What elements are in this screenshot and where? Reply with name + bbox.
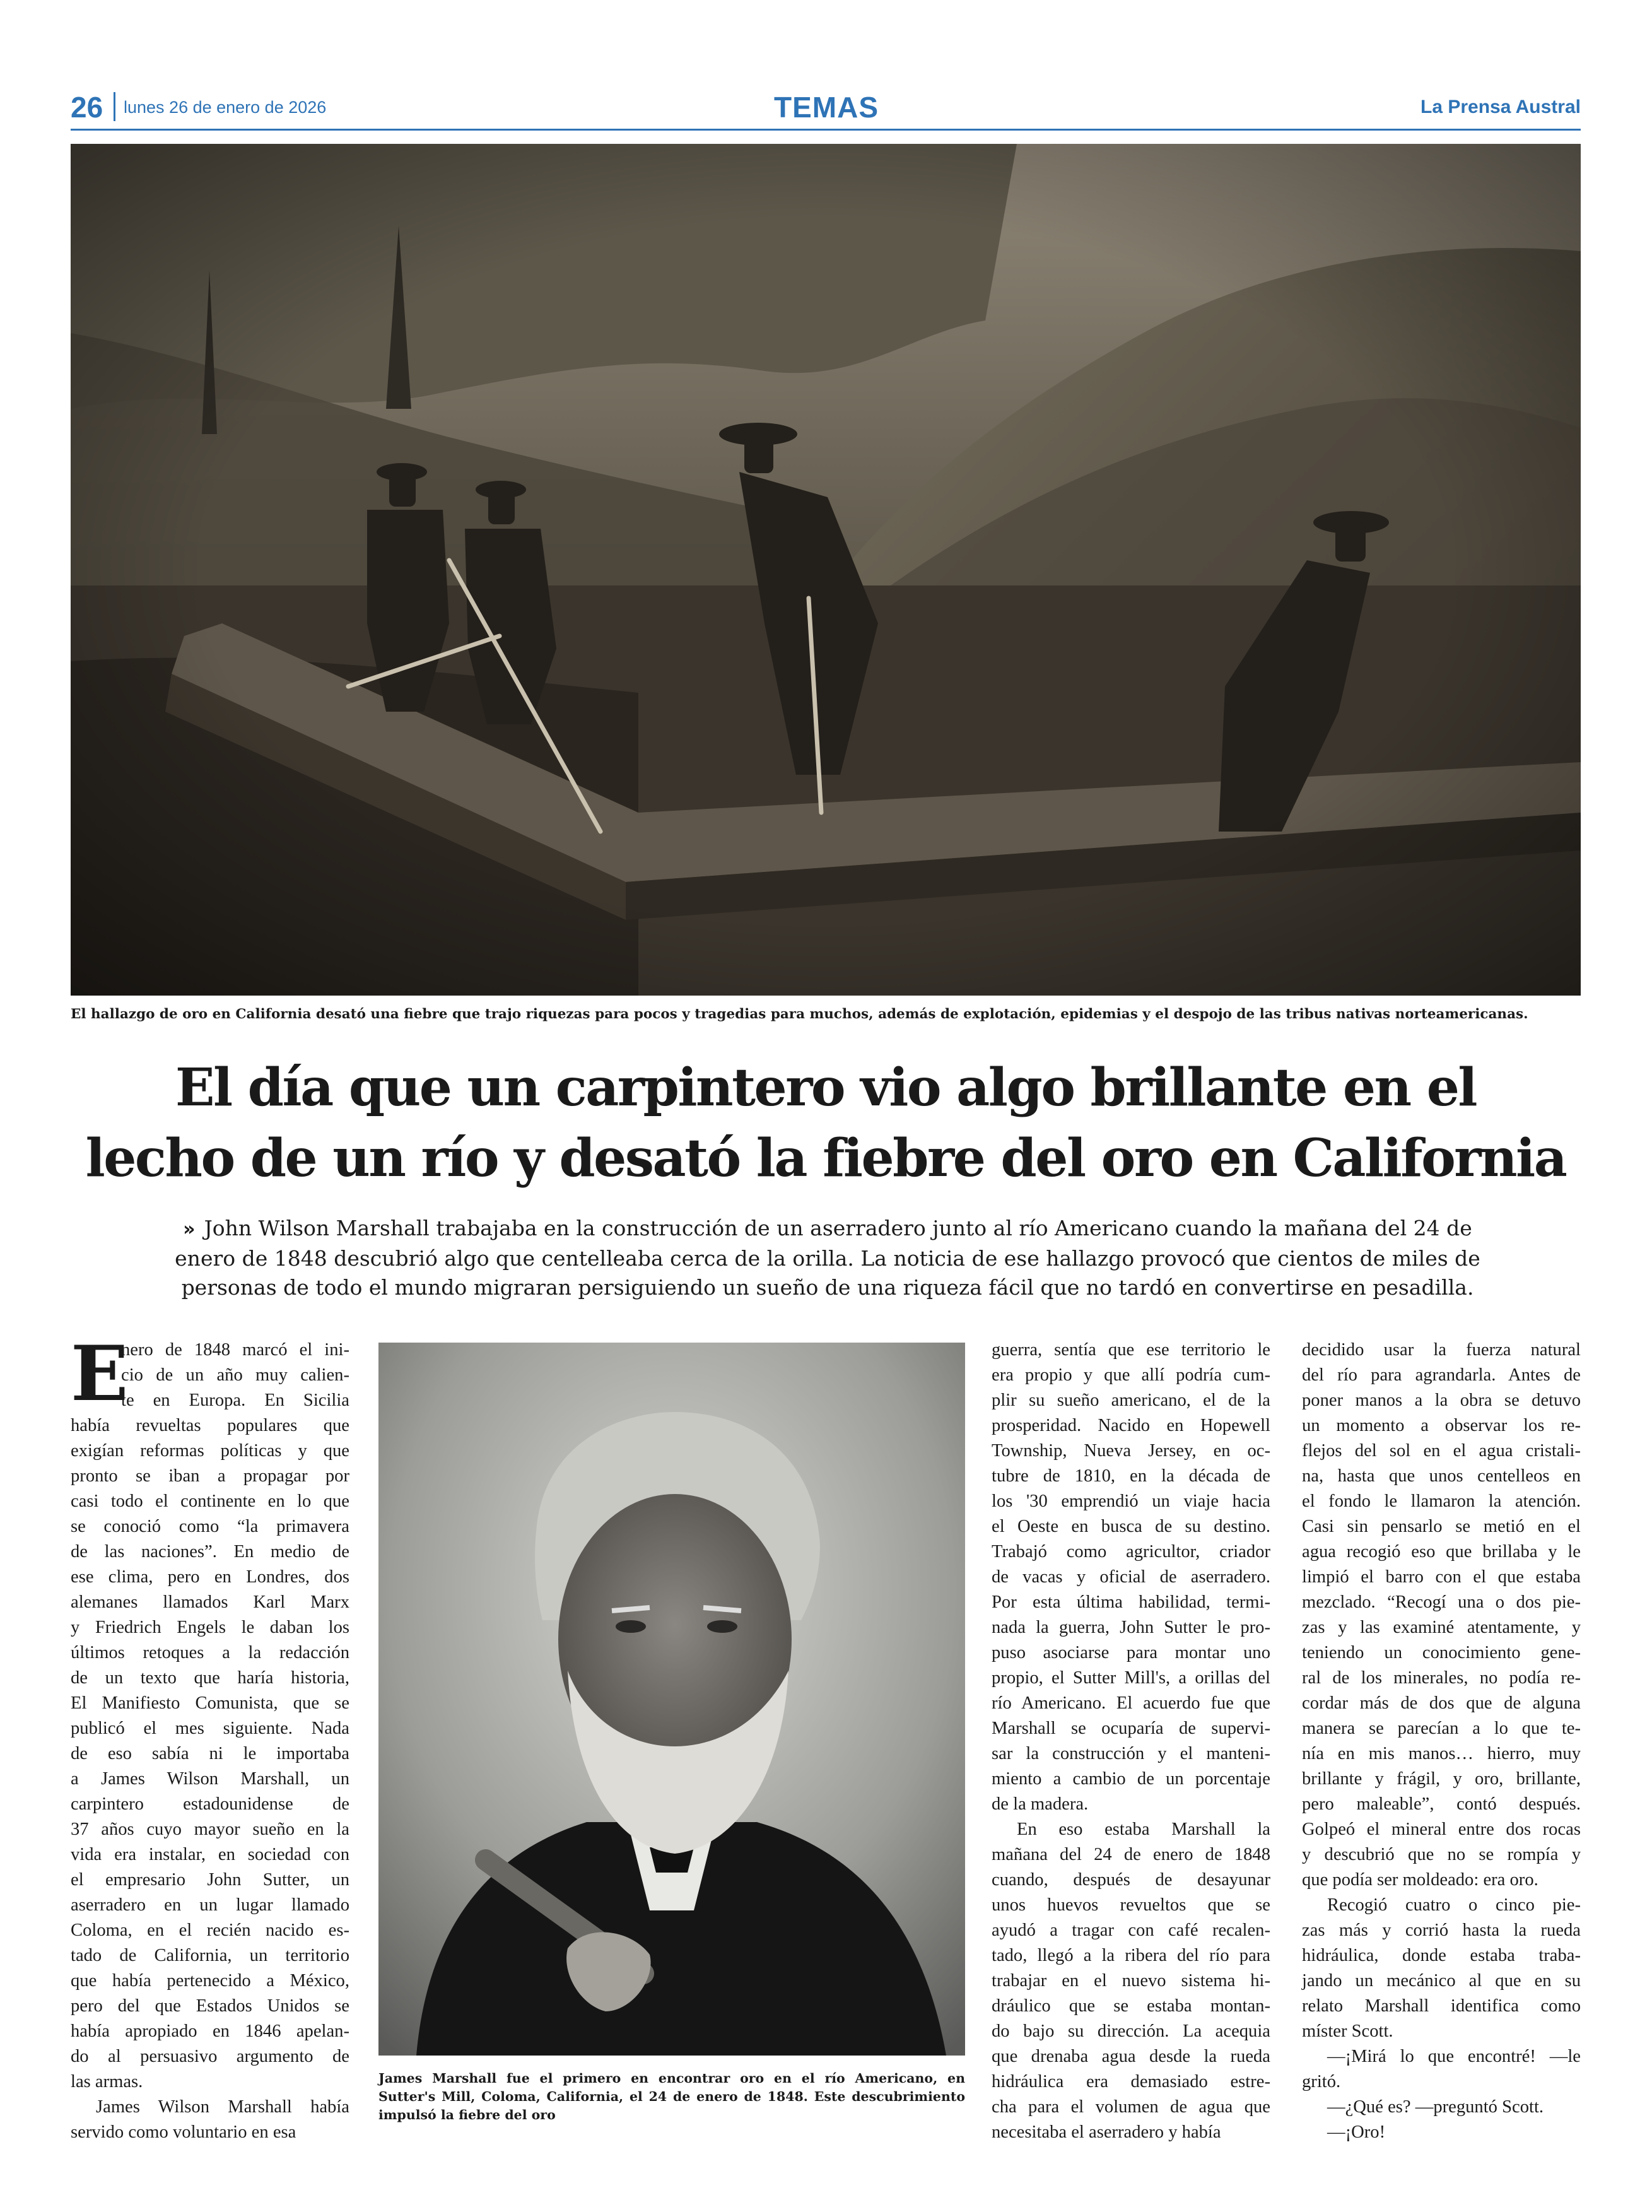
body-text-line: Por esta última habilidad, termi- (992, 1592, 1270, 1612)
body-text-line: guerra, sentía que ese territorio le (992, 1340, 1270, 1360)
body-text-line: había apropiado en 1846 apelan- (71, 2021, 349, 2041)
body-text-line: de vacas y oficial de aserradero. (992, 1567, 1270, 1587)
body-text-line: —¡Mirá lo que encontré! —le (1327, 2047, 1581, 2066)
body-text-line: te en Europa. En Sicilia (121, 1391, 349, 1410)
body-text-line: carpintero estadounidense de (71, 1794, 349, 1814)
body-text-line: de un texto que haría historia, (71, 1668, 349, 1688)
body-text-line: que podía ser moldeado: era oro. (1302, 1870, 1538, 1890)
body-text-line: nero de 1848 marcó el ini- (121, 1340, 349, 1360)
body-text-line: de la madera. (992, 1794, 1089, 1814)
body-text-line: y Friedrich Engels le daban los (71, 1618, 349, 1637)
headline (71, 1052, 1581, 1194)
body-text-line: 37 años cuyo mayor sueño en la (71, 1820, 349, 1839)
body-text-line: Coloma, en el recién nacido es- (71, 1921, 349, 1940)
body-text-line: manera se parecían a lo que te- (1302, 1719, 1581, 1738)
portrait-caption (378, 2069, 965, 2124)
body-text-line: limpió el barro con el que estaba (1302, 1567, 1581, 1587)
body-text-line: Recogió cuatro o cinco pie- (1327, 1895, 1581, 1915)
body-text-line: puso asociarse para montar uno (992, 1643, 1270, 1662)
body-text-line: miento a cambio de un porcentaje (992, 1769, 1270, 1789)
body-text-line: plir su sueño americano, el de la (992, 1391, 1270, 1410)
body-text-line: un momento a observar los re- (1302, 1416, 1581, 1435)
body-text-line: aserradero en un lugar llamado (71, 1895, 349, 1915)
body-text-line: había revueltas populares que (71, 1416, 349, 1435)
body-text-line: ral de los minerales, no podía re- (1302, 1668, 1581, 1688)
body-text-line: publicó el mes siguiente. Nada (71, 1719, 349, 1738)
body-text-line: Trabajó como agricultor, criador (992, 1542, 1270, 1562)
body-text-line: Golpeó el mineral entre dos rocas (1302, 1820, 1581, 1839)
body-text-line: de eso sabía ni le importaba (71, 1744, 349, 1763)
body-text-line: que había pertenecido a México, (71, 1971, 349, 1991)
body-text-line: teniendo un conocimiento gene- (1302, 1643, 1581, 1662)
body-text-line: jando un mecánico al que en su (1302, 1971, 1581, 1991)
body-text-line: Marshall se ocuparía de supervi- (992, 1719, 1270, 1738)
body-text-line: nada la guerra, John Sutter le pro- (992, 1618, 1270, 1637)
headline-line-1: El día que un carpintero vio algo brillante en el (175, 1057, 1477, 1118)
body-text-line: sar la construcción y el manteni- (992, 1744, 1270, 1763)
body-text-line: río Americano. El acuerdo fue que (992, 1693, 1270, 1713)
page-number: 26 (71, 91, 103, 124)
body-text-line: últimos retoques a la redacción (71, 1643, 349, 1662)
body-text-line: el Oeste en busca de su destino. (992, 1517, 1270, 1536)
section-title: TEMAS (774, 91, 879, 124)
body-column-3 (1302, 1338, 1581, 2145)
body-text-line: servido como voluntario en esa (71, 2122, 296, 2142)
body-text-line: flejos del sol en el agua cristali- (1302, 1441, 1581, 1461)
body-text-line: agua recogió eso que brillaba y le (1302, 1542, 1581, 1562)
lead-paragraph (158, 1214, 1497, 1302)
body-text-line: vida era instalar, en sociedad con (71, 1845, 349, 1864)
header-rule (71, 129, 1581, 131)
body-text-line: decidido usar la fuerza natural (1302, 1340, 1581, 1360)
body-text-line: dráulico que se estaba montan- (992, 1996, 1270, 2016)
body-text-line: tado, llegó a la ribera del río para (992, 1946, 1270, 1965)
body-text-line: cuando, después de desayunar (992, 1870, 1270, 1890)
body-text-line: ese clima, pero en Londres, dos (71, 1567, 349, 1587)
publication-name: La Prensa Austral (1421, 97, 1581, 117)
body-text-line: míster Scott. (1302, 2021, 1393, 2041)
body-text-line: de las naciones”. En medio de (71, 1542, 349, 1562)
body-text-line: el empresario John Sutter, un (71, 1870, 349, 1890)
body-text-line: el fondo le llamaron la atención. (1302, 1491, 1581, 1511)
body-text-line: se conoció como “la primavera (71, 1517, 349, 1536)
lead-line-3: personas de todo el mundo migraran persiguiendo un sueño de una riqueza fácil que no tardó en convertirse en pesadilla. (181, 1275, 1474, 1300)
body-text-line: necesitaba el aserradero y había (992, 2122, 1221, 2142)
body-text-line: pronto se iban a propagar por (71, 1466, 349, 1486)
body-text-line: era propio y que allí podría cum- (992, 1365, 1270, 1385)
body-column-1 (71, 1329, 349, 2145)
body-text-line: trabajar en el nuevo sistema hi- (992, 1971, 1270, 1991)
lead-line-1: John Wilson Marshall trabajaba en la construcción de un aserradero junto al río Americano cuando la mañana del 24 de (204, 1216, 1472, 1240)
body-text-line: do al persuasivo argumento de (71, 2047, 349, 2066)
headline-line-2: lecho de un río y desató la fiebre del oro en California (85, 1128, 1566, 1189)
body-text-line: exigían reformas políticas y que (71, 1441, 349, 1461)
body-text-line: pero del que Estados Unidos se (71, 1996, 349, 2016)
body-text-line: prosperidad. Nacido en Hopewell (992, 1416, 1270, 1435)
body-text-line: a James Wilson Marshall, un (71, 1769, 349, 1789)
body-text-line: del río para agrandarla. Antes de (1302, 1365, 1581, 1385)
body-text-line: cio de un año muy calien- (121, 1365, 349, 1385)
body-text-line: tubre de 1810, en la década de (992, 1466, 1270, 1486)
body-text-line: zas y las examiné atentamente, y (1302, 1618, 1581, 1637)
body-column-2 (992, 1338, 1270, 2145)
double-chevron-right-icon: » (183, 1218, 196, 1240)
gold-miners-photo (71, 144, 1581, 996)
body-text-line: James Wilson Marshall había (96, 2097, 349, 2117)
body-text-line: Casi sin pensarlo se metió en el (1302, 1517, 1581, 1536)
body-text-line: mañana del 24 de enero de 1848 (992, 1845, 1270, 1864)
body-text-line: y descubrió que no se rompía y (1302, 1845, 1581, 1864)
lead-line-2: enero de 1848 descubrió algo que centelleaba cerca de la orilla. La noticia de ese hallazgo provocó que cientos de miles de (175, 1246, 1480, 1271)
portrait-caption-line: Sutter's Mill, Coloma, California, el 24 de enero de 1848. Este descubrimiento (378, 2089, 965, 2104)
body-text-line: que drenaba agua desde la rueda (992, 2047, 1270, 2066)
body-text-line: mezclado. “Recogí una o dos pie- (1302, 1592, 1581, 1612)
body-text-line: Township, Nueva Jersey, en oc- (992, 1441, 1270, 1461)
body-text-line: poner manos a la obra se detuvo (1302, 1391, 1581, 1410)
james-marshall-portrait (378, 1343, 965, 2056)
body-text-line: tado de California, un territorio (71, 1946, 349, 1965)
body-text-line: —¿Qué es? —preguntó Scott. (1327, 2097, 1544, 2117)
body-text-line: —¡Oro! (1327, 2122, 1386, 2142)
body-text-line: los '30 emprendió un viaje hacia (992, 1491, 1270, 1511)
body-text-line: na, hasta que unos centelleos en (1302, 1466, 1581, 1486)
body-text-line: do bajo su dirección. La acequia (992, 2021, 1270, 2041)
body-text-line: zas más y corrió hasta la rueda (1302, 1921, 1581, 1940)
body-text-line: alemanes llamados Karl Marx (71, 1592, 349, 1612)
body-text-line: unos huevos revueltos que se (992, 1895, 1270, 1915)
header-divider (114, 92, 115, 121)
portrait-caption-line: James Marshall fue el primero en encontrar oro en el río Americano, en (378, 2071, 965, 2086)
body-text-line: las armas. (71, 2072, 143, 2091)
body-text-line: relato Marshall identifica como (1302, 1996, 1581, 2016)
portrait-caption-line: impulsó la fiebre del oro (378, 2107, 556, 2122)
body-text-line: cha para el volumen de agua que (992, 2097, 1270, 2117)
body-text-line: pero maleable”, contó después. (1302, 1794, 1581, 1814)
publication-date: lunes 26 de enero de 2026 (124, 98, 327, 117)
body-text-line: brillante y frágil, y oro, brillante, (1302, 1769, 1581, 1789)
drop-cap: E (71, 1329, 129, 1418)
body-text-line: El Manifiesto Comunista, que se (71, 1693, 349, 1713)
body-text-line: cordar más de dos que de alguna (1302, 1693, 1581, 1713)
body-text-line: hidráulica era demasiado estre- (992, 2072, 1270, 2091)
body-text-line: nía en mis manos… hierro, muy (1302, 1744, 1581, 1763)
body-text-line: gritó. (1302, 2072, 1341, 2091)
body-text-line: propio, el Sutter Mill's, a orillas del (992, 1668, 1270, 1688)
body-text-line: En eso estaba Marshall la (1017, 1820, 1270, 1839)
body-text-line: ayudó a tragar con café recalen- (992, 1921, 1270, 1940)
body-text-line: hidráulica, donde estaba traba- (1302, 1946, 1581, 1965)
main-photo-caption: El hallazgo de oro en California desató una fiebre que trajo riquezas para pocos y tragedias para muchos, además de explotación, epidemias y el despojo de las tribus nativas norteamericanas. (71, 1006, 1528, 1022)
body-text-line: casi todo el continente en lo que (71, 1491, 349, 1511)
